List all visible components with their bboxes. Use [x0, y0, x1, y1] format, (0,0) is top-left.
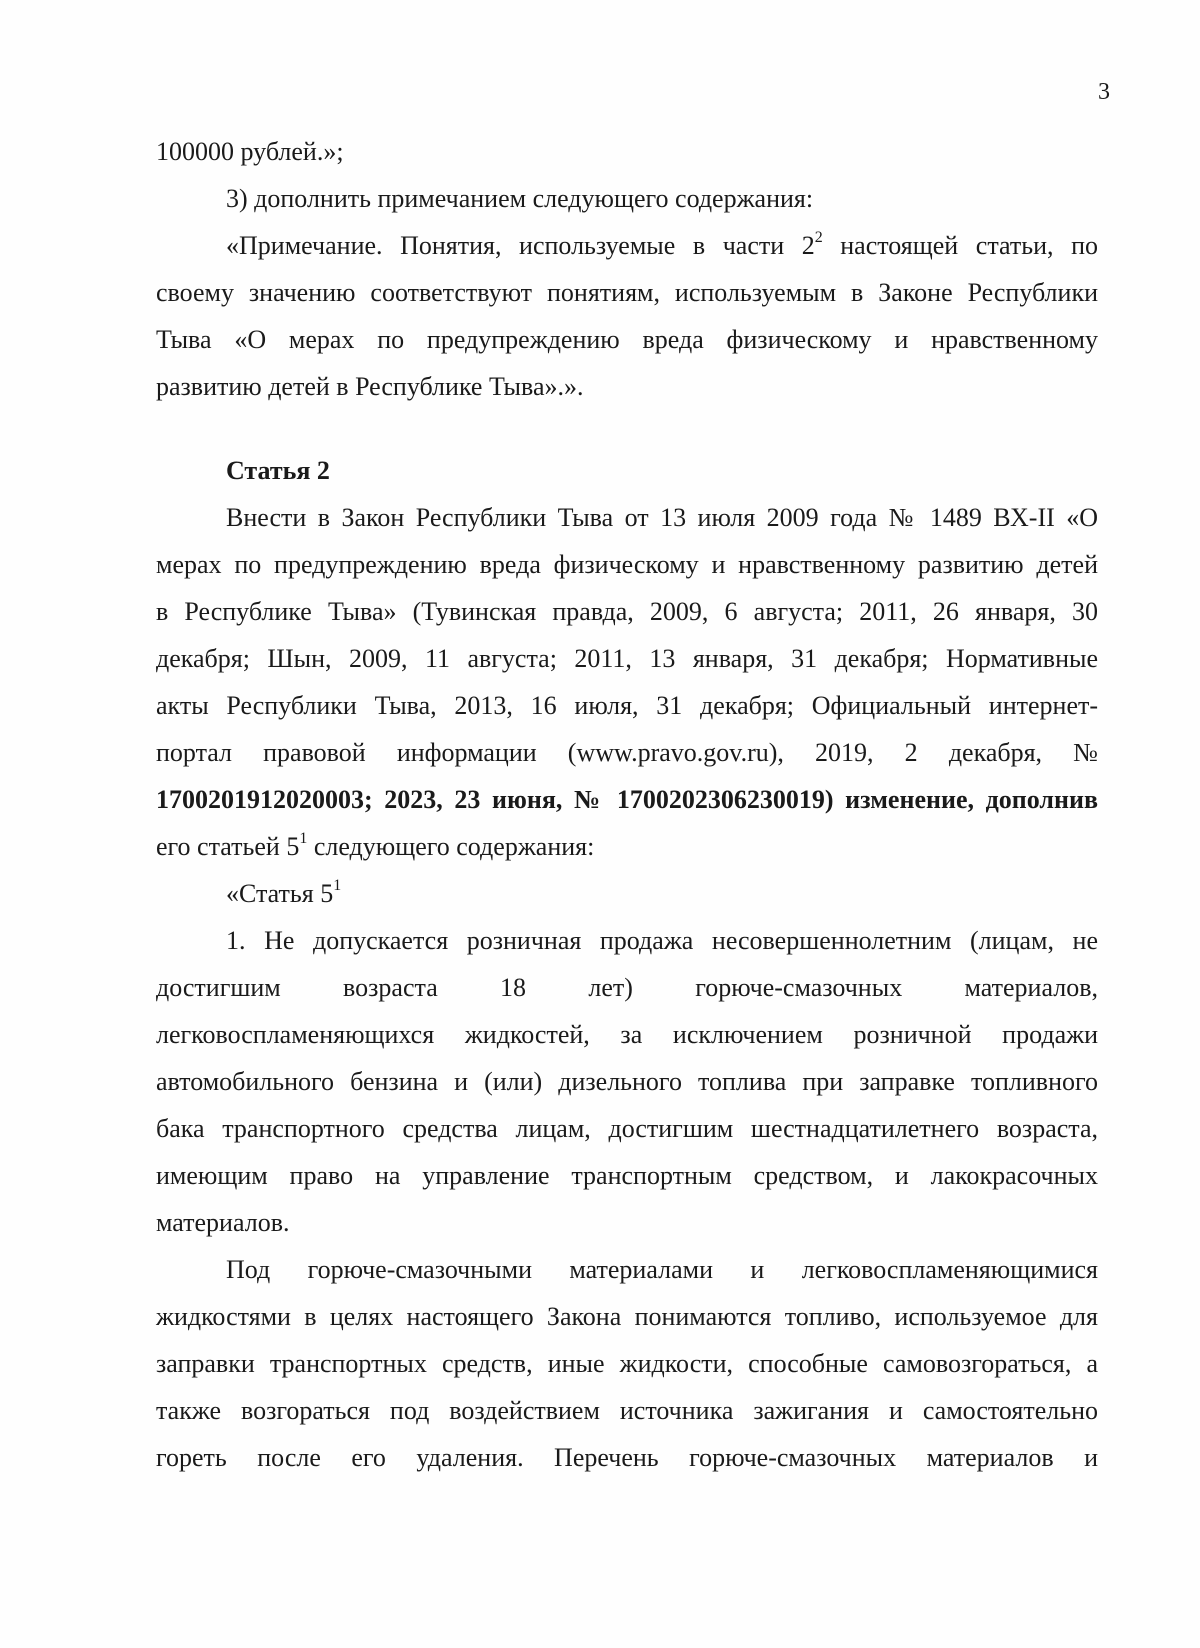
intro-line-1: Внести в Закон Республики Тыва от 13 июля 2009 года № 1489 ВХ-II «О — [226, 503, 1098, 532]
p1-line-7: материалов. — [156, 1208, 290, 1237]
new-article-title — [156, 870, 1098, 917]
note-superscript: 2 — [814, 229, 823, 247]
intro-line-4: декабря; Шын, 2009, 11 августа; 2011, 13 января, 31 декабря; Нормативные — [156, 644, 1098, 673]
article2-section — [156, 447, 1098, 1481]
intro-superscript: 1 — [299, 830, 308, 848]
intro-text-8b: следующего содержания: — [307, 832, 595, 861]
note-text-1b: настоящей статьи, по — [822, 231, 1098, 260]
intro-text-8a: его статьей 5 — [156, 832, 300, 861]
article2-heading: Статья 2 — [226, 456, 330, 485]
note-line-4: развитию детей в Республике Тыва».». — [156, 372, 584, 401]
p1-line-2: достигшим возраста 18 лет) горюче-смазочных материалов, — [156, 973, 1098, 1002]
new-article-title-text: «Статья 5 — [226, 879, 334, 908]
intro-line-7: 1700201912020003; 2023, 23 июня, № 1700202306230019) изменение, дополнив — [156, 785, 1098, 814]
p1-line-3: легковоспламеняющихся жидкостей, за исключением розничной продажи — [156, 1020, 1098, 1049]
intro-line-3: в Республике Тыва» (Тувинская правда, 2009, 6 августа; 2011, 26 января, 30 — [156, 597, 1098, 626]
p1-line-6: имеющим право на управление транспортным средством, и лакокрасочных — [156, 1161, 1098, 1190]
fine-end-line: 100000 рублей.»; — [156, 137, 344, 166]
p2-line-3: заправки транспортных средств, иные жидкости, способные самовозгораться, а — [156, 1349, 1098, 1378]
new-article-title-superscript: 1 — [333, 877, 342, 895]
intro-line-8 — [156, 823, 1098, 870]
article1-tail — [156, 128, 1098, 410]
note-line-1 — [156, 222, 1098, 269]
p1-line-1: 1. Не допускается розничная продажа несовершеннолетним (лицам, не — [226, 926, 1098, 955]
note-text-1a: «Примечание. Понятия, используемые в части 2 — [226, 231, 815, 260]
intro-line-5: акты Республики Тыва, 2013, 16 июля, 31 декабря; Официальный интернет- — [156, 691, 1098, 720]
page-number: 3 — [1098, 79, 1110, 105]
p1-line-4: автомобильного бензина и (или) дизельного топлива при заправке топливного — [156, 1067, 1098, 1096]
p2-line-4: также возгораться под воздействием источника зажигания и самостоятельно — [156, 1396, 1098, 1425]
p1-line-5: бака транспортного средства лицам, достигшим шестнадцатилетнего возраста, — [156, 1114, 1098, 1143]
intro-line-6: портал правовой информации (www.pravo.gov.ru), 2019, 2 декабря, № — [156, 738, 1098, 767]
note-line-2: своему значению соответствуют понятиям, используемым в Законе Республики — [156, 278, 1098, 307]
p2-line-2: жидкостями в целях настоящего Закона понимаются топливо, используемое для — [156, 1302, 1098, 1331]
note-line-3: Тыва «О мерах по предупреждению вреда физическому и нравственному — [156, 325, 1098, 354]
item3-line: 3) дополнить примечанием следующего содержания: — [226, 184, 814, 213]
intro-line-2: мерах по предупреждению вреда физическому и нравственному развитию детей — [156, 550, 1098, 579]
p2-line-5: гореть после его удаления. Перечень горюче-смазочных материалов и — [156, 1443, 1098, 1472]
p2-line-1: Под горюче-смазочными материалами и легковоспламеняющимися — [226, 1255, 1098, 1284]
